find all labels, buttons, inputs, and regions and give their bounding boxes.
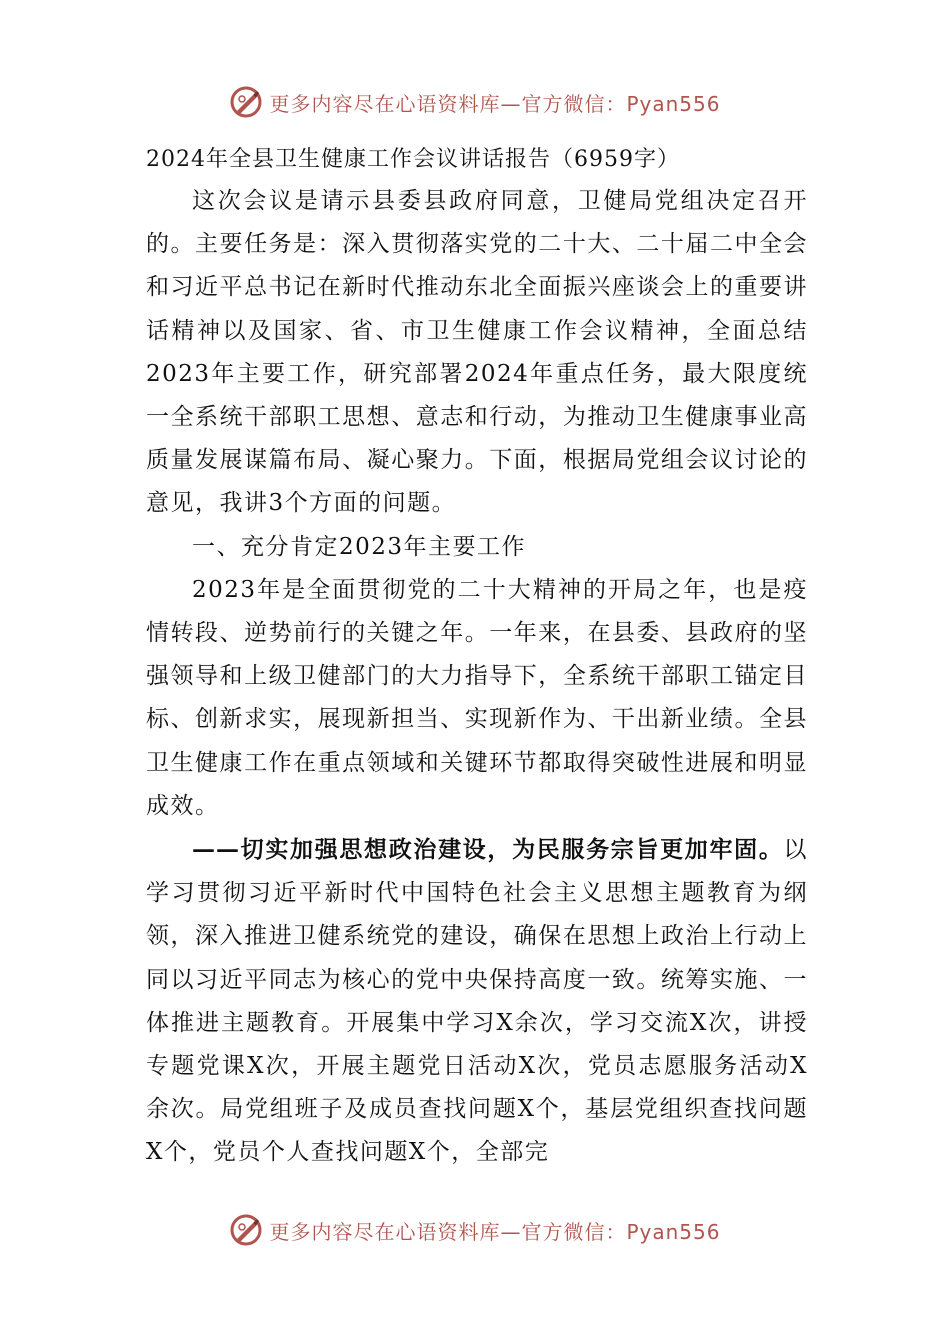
pen-swirl-logo-icon [229, 1213, 263, 1247]
section-paragraph: 2023年是全面贯彻党的二十大精神的开局之年，也是疫情转段、逆势前行的关键之年。一年来，在县委、县政府的坚强领导和上级卫健部门的大力指导下，全系统干部职工锚定目标、创新求实，展现新担当、实现新作为、干出新业绩。全县卫生健康工作在重点领域和关键环节都取得突破性进展和明显成效。 [146, 576, 808, 819]
bold-followup-text: 以学习贯彻习近平新时代中国特色社会主义思想主题教育为纲领，深入推进卫健系统党的建设，确保在思想上政治上行动上同以习近平同志为核心的党中央保持高度一致。统筹实施、一体推进主题教育。开展集中学习X余次，学习交流X次，讲授专题党课X次，开展主题党日活动X次，党员志愿服务活动X余次。局党组班子及成员查找问题X个，基层党组织查找问题X个，党员个人查找问题X个，全部完 [146, 837, 808, 1166]
watermark-text: 更多内容尽在心语资料库—官方微信：Pyan556 [269, 91, 721, 116]
document-title: 2024年全县卫生健康工作会议讲话报告（6959字） [146, 147, 680, 172]
section-heading: 一、充分肯定2023年主要工作 [192, 533, 527, 560]
watermark-text: 更多内容尽在心语资料库—官方微信：Pyan556 [269, 1219, 721, 1244]
bold-lead-paragraph [146, 828, 808, 1175]
footer-watermark-banner [0, 1208, 950, 1252]
document-body [146, 140, 808, 1175]
bold-lead-text: ——切实加强思想政治建设，为民服务宗旨更加牢固。 [192, 836, 784, 864]
header-watermark-banner [0, 80, 950, 124]
intro-paragraph: 这次会议是请示县委县政府同意，卫健局党组决定召开的。主要任务是：深入贯彻落实党的二十大、二十届二中全会和习近平总书记在新时代推动东北全面振兴座谈会上的重要讲话精神以及国家、省、市卫生健康工作会议精神，全面总结2023年主要工作，研究部署2024年重点任务，最大限度统一全系统干部职工思想、意志和行动，为推动卫生健康事业高质量发展谋篇布局、凝心聚力。下面，根据局党组会议讨论的意见，我讲3个方面的问题。 [146, 188, 808, 517]
pen-swirl-logo-icon [229, 85, 263, 119]
